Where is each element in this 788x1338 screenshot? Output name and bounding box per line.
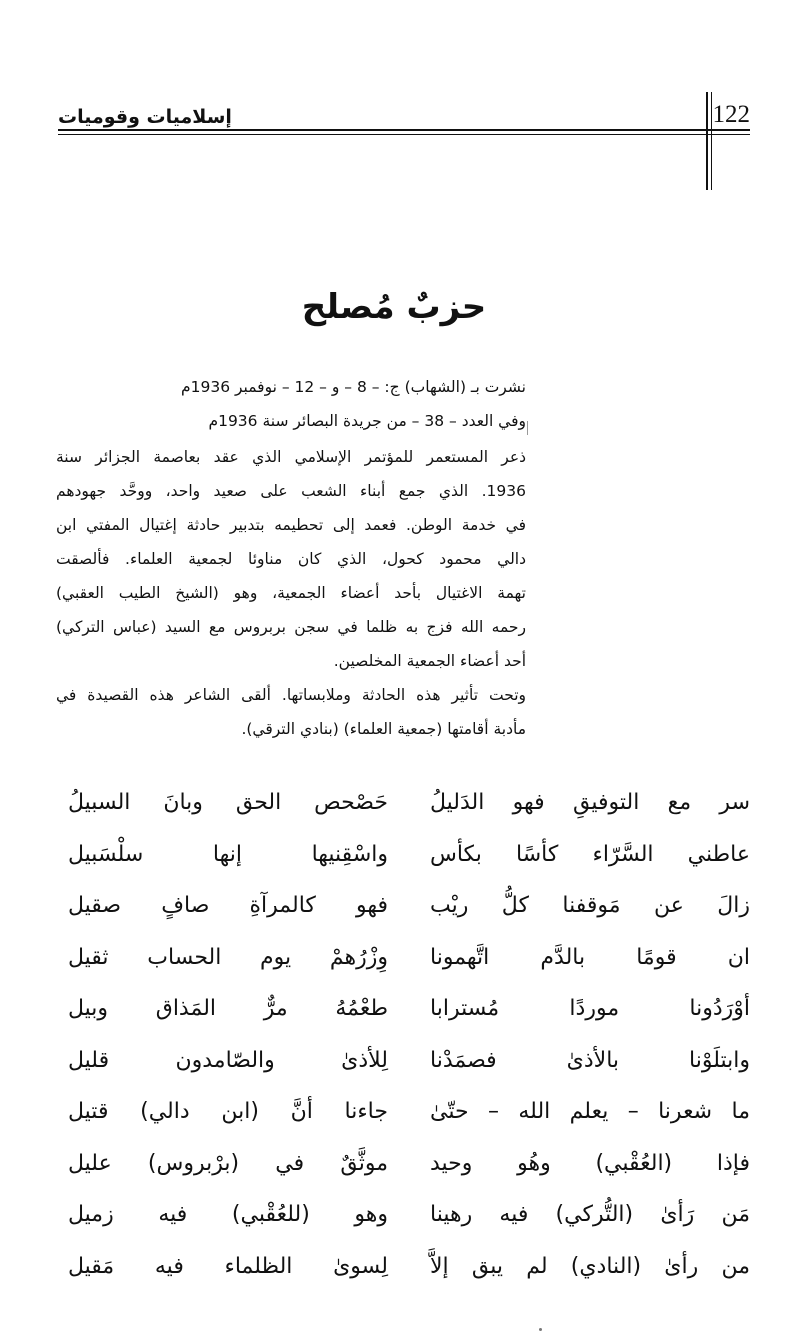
print-speck <box>539 1328 542 1331</box>
poem-verse <box>58 1089 750 1141</box>
intro-line: في خدمة الوطن. فعمد إلى تحطيمه بتدبير حادثة إغتيال المفتي ابن <box>56 516 526 534</box>
verse-second-hemistich: وهو (للعُقْبي) فيه زميل <box>68 1202 388 1227</box>
article-title: حزبٌ مُصلح <box>301 287 487 327</box>
poem-verse <box>58 986 750 1038</box>
verse-second-hemistich: واسْقِنيها إنها سلْسَبيل <box>68 841 388 867</box>
publication-line: نشرت بـ (الشهاب) ج: – 8 – و – 12 – نوفمبر 1936م <box>181 378 526 396</box>
verse-second-hemistich: لِسوىٰ الظلماء فيه مَقيل <box>68 1253 388 1279</box>
page-number: 122 <box>712 101 750 128</box>
intro-paragraph <box>56 440 526 746</box>
intro-line: 1936. الذي جمع أبناء الشعب على صعيد واحد، ووحَّد جهودهم <box>56 482 526 500</box>
publication-line: وفي العدد – 38 – من جريدة البصائر سنة 1936م <box>208 412 526 430</box>
intro-line: وتحت تأثير هذه الحادثة وملابساتها. ألقى الشاعر هذه القصيدة في <box>56 686 526 704</box>
intro-line: أحد أعضاء الجمعية المخلصين. <box>333 652 526 670</box>
intro-line: دالي محمود كحول، الذي كان مناوئا لجمعية العلماء. فألصقت <box>56 550 526 568</box>
verse-second-hemistich: وِزْرُهمْ يوم الحساب ثقيل <box>68 944 388 970</box>
intro-line: ذعر المستعمر للمؤتمر الإسلامي الذي عقد بعاصمة الجزائر سنة <box>56 448 526 466</box>
page-number-divider-thin <box>711 92 712 190</box>
verse-first-hemistich: أوْرَدُونا موردًا مُسترابا <box>430 996 750 1021</box>
verse-first-hemistich: ان قومًا بالدَّم اتَّهمونا <box>430 944 750 970</box>
intro-line: مأدبة أقامتها (جمعية العلماء) (بنادي الترقي). <box>241 720 526 738</box>
margin-mark <box>527 421 528 435</box>
header-rule-thin <box>58 134 750 135</box>
verse-first-hemistich: من رأىٰ (النادي) لم يبق إلاَّ <box>430 1253 750 1279</box>
page-number-divider <box>706 92 708 190</box>
verse-second-hemistich: لِلأذىٰ والصّامدون قليل <box>68 1047 388 1073</box>
verse-second-hemistich: حَصْحص الحق وبانَ السبيلُ <box>68 790 388 815</box>
verse-second-hemistich: فهو كالمرآةِ صافٍ صقيل <box>68 893 388 918</box>
poem-verse <box>58 832 750 884</box>
poem-verse <box>58 935 750 987</box>
poem-verse <box>58 1192 750 1244</box>
intro-line: رحمه الله فزج به ظلما في سجن بربروس مع السيد (عباس التركي) <box>56 618 526 636</box>
poem-verse <box>58 780 750 832</box>
verse-first-hemistich: مَن رَأىٰ (التُّركي) فيه رهينا <box>430 1202 750 1227</box>
header-rule <box>58 129 750 131</box>
verse-first-hemistich: ما شعرنا – يعلم الله – حتّىٰ <box>430 1099 750 1124</box>
verse-first-hemistich: سر مع التوفيقِ فهو الدَليلُ <box>430 790 750 815</box>
verse-first-hemistich: وابتلَوْنا بالأذىٰ فصمَدْنا <box>430 1047 750 1073</box>
poem-verse <box>58 883 750 935</box>
running-title: إسلاميات وقوميات <box>58 106 232 128</box>
intro-line: تهمة الاغتيال بأحد أعضاء الجمعية، وهو (الشيخ الطيب العقبي) <box>56 584 526 602</box>
verse-second-hemistich: جاءنا أنَّ (ابن دالي) قتيل <box>68 1099 388 1124</box>
verse-second-hemistich: موثَّقٌ في (برْبروس) عليل <box>68 1150 388 1176</box>
poem-verse <box>58 1038 750 1090</box>
poem-verse <box>58 1244 750 1296</box>
publication-note <box>56 370 526 438</box>
verse-first-hemistich: فإذا (العُقْبي) وهُو وحيد <box>430 1150 750 1176</box>
poem-verse <box>58 1141 750 1193</box>
verse-first-hemistich: زالَ عن مَوقفنا كلُّ ريْب <box>430 893 750 918</box>
poem <box>58 780 750 1295</box>
verse-second-hemistich: طعْمُهُ مرٌّ المَذاق وبيل <box>68 996 388 1021</box>
verse-first-hemistich: عاطني السَّرّاء كأسًا بكأس <box>430 841 750 867</box>
